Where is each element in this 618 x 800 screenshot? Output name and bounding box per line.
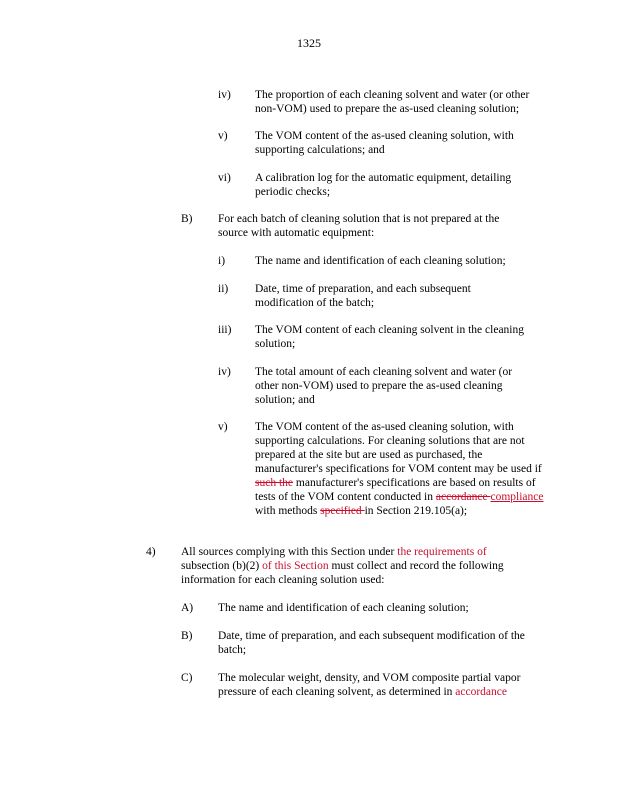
item-text: Date, time of preparation, and each subsequent modification of the batch; [218,630,525,656]
item-label: vi) [218,172,231,184]
item-text: The proportion of each cleaning solvent and water (or other non-VOM) used to prepare the as-used cleaning solution; [255,89,530,115]
item-label: v) [218,130,228,142]
item-label: iv) [218,366,231,378]
item-text: The VOM content of the as-used cleaning solution, with supporting calculations. For cleaning solutions that are not prepared at the site but are used as purchased, the manufacturer's specifications for VOM content may be used if such the manufacturer's specifications are based on results of tests of the VOM content conducted in accordance compliance with methods specified in Section 219.105(a); [255,421,544,517]
item-label: ii) [218,283,229,295]
deleted-text: specified [320,505,365,517]
item-label: 4) [146,546,156,558]
item-text: All sources complying with this Section under the requirements of subsection (b)(2) of this Section must collect and record the following information for each cleaning solution used: [181,546,504,586]
item-label: B) [181,213,193,225]
item-text: The VOM content of each cleaning solvent in the cleaning solution; [255,324,524,350]
inserted-text: the requirements of [397,546,487,558]
item-label: B) [181,630,193,642]
item-label: C) [181,672,193,684]
item-text: A calibration log for the automatic equipment, detailing periodic checks; [255,172,512,198]
item-text: Date, time of preparation, and each subsequent modification of the batch; [255,283,471,309]
item-text: The molecular weight, density, and VOM composite partial vapor pressure of each cleaning solvent, as determined in accordance [218,672,521,698]
inserted-text: compliance [490,491,544,503]
deleted-text: such the [255,477,294,489]
inserted-text: accordance [455,686,507,698]
page-number: 1325 [297,36,321,50]
item-text: For each batch of cleaning solution that is not prepared at the source with automatic equipment: [218,213,500,239]
inserted-text: of this Section [262,560,329,572]
item-text: The name and identification of each cleaning solution; [218,602,469,614]
item-text: The total amount of each cleaning solvent and water (or other non-VOM) used to prepare the as-used cleaning solution; and [255,366,513,406]
item-label: i) [218,255,226,267]
deleted-text: accordance [435,491,491,503]
item-text: The name and identification of each cleaning solution; [255,255,506,267]
item-label: A) [181,602,194,614]
item-label: iv) [218,89,231,101]
item-label: iii) [218,324,232,336]
item-text: The VOM content of the as-used cleaning solution, with supporting calculations; and [255,130,514,156]
item-label: v) [218,421,228,433]
